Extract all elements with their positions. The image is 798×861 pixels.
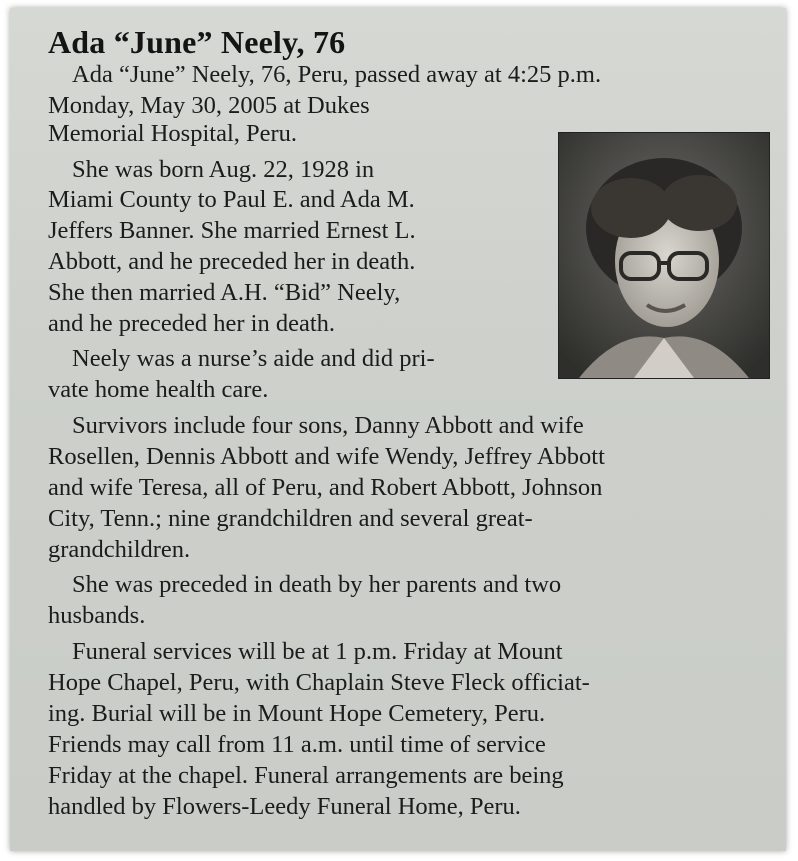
body-line: Abbott, and he preceded her in death.	[48, 248, 416, 275]
body-line: Monday, May 30, 2005 at Dukes	[48, 92, 370, 119]
body-line: Memorial Hospital, Peru.	[48, 120, 298, 147]
body-line: handled by Flowers-Leedy Funeral Home, Peru.	[48, 793, 521, 820]
body-line: ing. Burial will be in Mount Hope Cemetery, Peru.	[48, 700, 546, 727]
body-line: City, Tenn.; nine grandchildren and several great-	[48, 505, 533, 532]
body-line: She then married A.H. “Bid” Neely,	[48, 279, 401, 306]
body-line: and wife Teresa, all of Peru, and Robert Abbott, Johnson	[48, 474, 603, 501]
body-line: Miami County to Paul E. and Ada M.	[48, 186, 415, 213]
body-line: Hope Chapel, Peru, with Chaplain Steve Fleck officiat-	[48, 669, 590, 696]
body-line: Funeral services will be at 1 p.m. Friday at Mount	[72, 638, 563, 665]
portrait-photo	[558, 132, 770, 379]
newspaper-clipping	[10, 8, 786, 851]
body-line: Neely was a nurse’s aide and did pri-	[72, 345, 435, 372]
body-line: and he preceded her in death.	[48, 310, 336, 337]
body-line: Ada “June” Neely, 76, Peru, passed away at 4:25 p.m.	[72, 61, 602, 88]
body-line: Survivors include four sons, Danny Abbott and wife	[72, 412, 584, 439]
body-line: vate home health care.	[48, 376, 269, 403]
body-line: Rosellen, Dennis Abbott and wife Wendy, Jeffrey Abbott	[48, 443, 605, 470]
body-line: Friends may call from 11 a.m. until time of service	[48, 731, 546, 758]
body-line: She was born Aug. 22, 1928 in	[72, 156, 375, 183]
body-line: Jeffers Banner. She married Ernest L.	[48, 217, 416, 244]
body-line: She was preceded in death by her parents and two	[72, 571, 562, 598]
body-line: husbands.	[48, 602, 146, 629]
body-line: grandchildren.	[48, 536, 191, 563]
body-line: Friday at the chapel. Funeral arrangements are being	[48, 762, 564, 789]
obituary-title: Ada “June” Neely, 76	[48, 24, 346, 60]
